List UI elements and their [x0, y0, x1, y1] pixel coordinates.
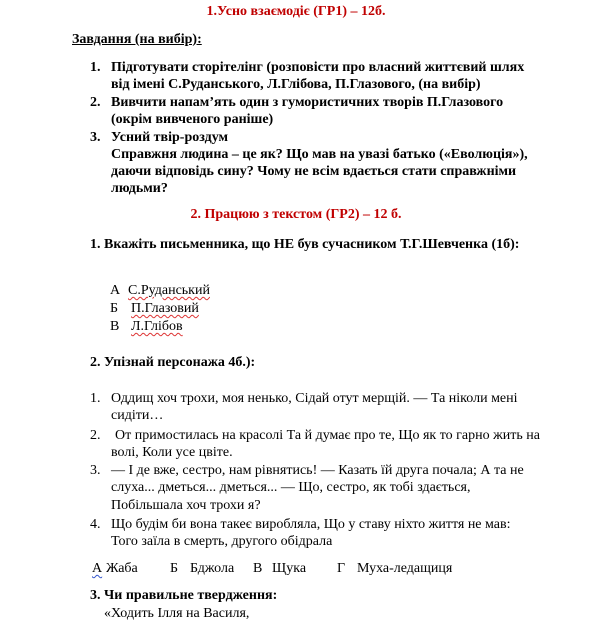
- excerpt4-number: 4.: [90, 517, 101, 532]
- q1-option-a-text: С.Руданський: [128, 283, 210, 298]
- question2-text: 2. Упізнай персонажа 4б.):: [90, 355, 256, 370]
- answer-a-text: Жаба: [106, 561, 138, 576]
- tasks-label: Завдання (на вибір):: [72, 32, 202, 47]
- task3-line3: даючи відповідь сину? Чому не всім вдається стати справжніми: [111, 164, 517, 179]
- q1-option-b-letter: Б: [110, 301, 119, 316]
- task1-number: 1.: [90, 60, 101, 75]
- excerpt1-line1: Оддищ хоч трохи, моя ненько, Сідай отут мерщій. — Та ніколи мені: [111, 391, 518, 406]
- answer-d-text: Муха-ледащиця: [357, 561, 453, 576]
- answer-a-letter: А: [92, 561, 103, 576]
- excerpt2-line1: От примостилась на красолі Та й думає про те, Що як то гарно жить на: [115, 428, 540, 443]
- task2-number: 2.: [90, 95, 101, 110]
- excerpt4-line1: Що будім би вона такеє виробляла, Що у ставу ніхто життя не мав:: [111, 517, 511, 532]
- task3-number: 3.: [90, 130, 101, 145]
- question1-text: 1. Вкажіть письменника, що НЕ був сучасником Т.Г.Шевченка (1б):: [90, 237, 520, 252]
- excerpt1-number: 1.: [90, 391, 101, 406]
- answer-b-text: Бджола: [190, 561, 235, 576]
- task3-line4: людьми?: [111, 181, 168, 196]
- task1-line1: Підготувати сторітелінг (розповісти про власний життєвий шлях: [111, 60, 525, 75]
- excerpt4-line2: Того заїла в смерть, другого обідрала: [111, 534, 333, 549]
- answer-c-text: Щука: [272, 561, 307, 576]
- q1-option-c-letter: В: [110, 319, 120, 334]
- q1-option-c-text: Л.Глібов: [131, 319, 183, 334]
- task3-line1: Усний твір-роздум: [111, 130, 229, 145]
- excerpt3-line3: Побільшала хоч трохи я?: [111, 498, 261, 513]
- q1-option-a-letter: А: [110, 283, 121, 298]
- section1-title: 1.Усно взаємодіє (ГР1) – 12б.: [206, 4, 386, 19]
- answer-d-letter: Г: [337, 561, 346, 576]
- excerpt3-line1: — І де вже, сестро, нам рівнятись! — Казать їй друга почала; А та не: [111, 463, 524, 478]
- excerpt2-line2: волі, Коли усе цвіте.: [111, 445, 233, 460]
- q1-option-b-text: П.Глазовий: [131, 301, 199, 316]
- excerpt3-number: 3.: [90, 463, 101, 478]
- task2-line2: (окрім вивченого раніше): [111, 112, 274, 127]
- question3-text: 3. Чи правильне твердження:: [90, 588, 278, 603]
- section2-title: 2. Працюю з текстом (ГР2) – 12 б.: [190, 207, 402, 222]
- task3-line2: Справжня людина – це як? Що мав на увазі батько («Еволюція»),: [111, 147, 528, 162]
- excerpt1-line2: сидіти…: [111, 408, 164, 423]
- question3-quote: «Ходить Ілля на Василя,: [104, 606, 250, 621]
- excerpt3-line2: слуха... дметься... дметься... — Що, сестро, як тобі здається,: [111, 480, 471, 495]
- answer-b-letter: Б: [170, 561, 179, 576]
- answer-c-letter: В: [253, 561, 263, 576]
- task1-line2: від імені С.Руданського, Л.Глібова, П.Глазового, (на вибір): [111, 77, 481, 92]
- task2-line1: Вивчити напам’ять один з гумористичних творів П.Глазового: [111, 95, 504, 110]
- excerpt2-number: 2.: [90, 428, 101, 443]
